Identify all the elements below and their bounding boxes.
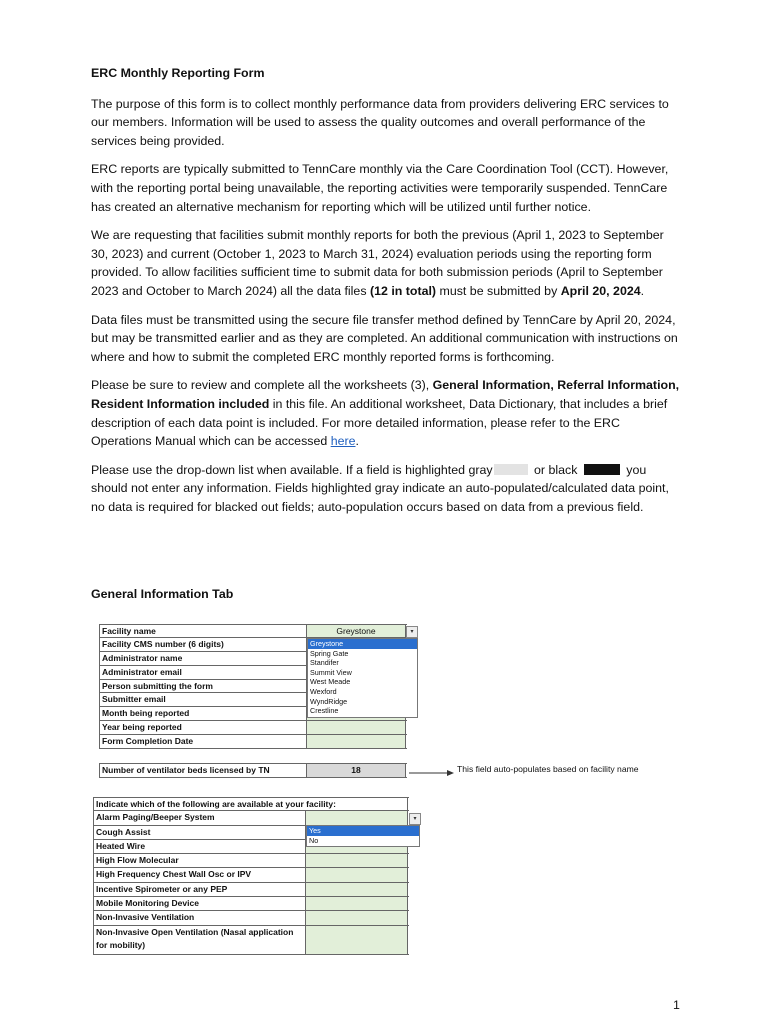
row-label: Year being reported [99, 721, 307, 734]
black-swatch [584, 464, 620, 475]
dropdown-option[interactable]: Wexford [310, 686, 337, 696]
input-cell[interactable] [307, 735, 406, 748]
worksheets-paragraph [91, 376, 683, 450]
file-count: (12 in total) [369, 283, 437, 298]
row-label: Non-Invasive Ventilation [93, 911, 306, 924]
table-row [93, 911, 409, 925]
request-paragraph [91, 226, 683, 300]
yes-no-dropdown-list [306, 825, 420, 847]
form-title: ERC Monthly Reporting Form [91, 66, 265, 80]
table-row [93, 854, 409, 868]
due-date: April 20, 2024 [560, 283, 641, 298]
dropdown-option[interactable]: Standifer [310, 658, 339, 668]
row-label: Cough Assist [93, 826, 306, 839]
dropdown-option[interactable]: WyndRidge [310, 696, 348, 706]
row-label: High Flow Molecular [93, 854, 306, 867]
dropdown-option[interactable]: Summit View [310, 667, 352, 677]
table-row [93, 883, 409, 897]
input-cell[interactable] [306, 926, 408, 954]
ventilator-beds-cell: 18 [307, 764, 406, 777]
equipment-table [93, 797, 409, 955]
dropdown-option[interactable]: No [309, 835, 319, 845]
input-cell[interactable] [306, 854, 408, 867]
table-header-row [93, 797, 409, 811]
table-row [99, 735, 407, 749]
input-cell[interactable] [306, 897, 408, 910]
row-label: Alarm Paging/Beeper System [93, 811, 306, 824]
dropdown-text-2: or black [530, 462, 581, 477]
request-text: We are requesting that facilities submit monthly reports for both the previous (April 1, 2023 to September 30, 2023) and current (October 1, 2023 to March 31, 2024) evaluation periods using the reporting form provided. To allow facilities sufficient time to submit data for both submission periods (April to September 2023 and October to March 2024) all the data files [91, 228, 664, 298]
dropdown-text: Please use the drop-down list when available. If a field is highlighted gray [91, 462, 493, 477]
page-number: 1 [673, 998, 680, 1012]
row-label: Month being reported [99, 707, 307, 720]
section-heading: General Information Tab [91, 587, 234, 601]
dropdown-option[interactable]: Yes [307, 826, 419, 836]
transmit-paragraph: Data files must be transmitted using the secure file transfer method defined by TennCare by April 20, 2024, but may be transmitted earlier and as they are completed. An additional communication with instructions on where and how to submit the completed ERC monthly reported forms is forthcoming. [91, 312, 678, 364]
facility-name-cell[interactable]: Greystone [307, 625, 406, 637]
worksheet-names: General Information, Referral Information, Resident Information included [91, 378, 680, 411]
dropdown-option[interactable]: Spring Gate [310, 648, 349, 658]
row-label: Mobile Monitoring Device [93, 897, 306, 910]
auto-populate-note: This field auto-populates based on facility name [457, 764, 639, 774]
manual-link[interactable]: here [330, 434, 356, 449]
row-label: Facility name [99, 625, 307, 637]
row-label: Administrator email [99, 666, 307, 679]
input-cell[interactable] [306, 868, 408, 881]
input-cell[interactable] [307, 721, 406, 734]
input-cell[interactable] [306, 883, 408, 896]
dropdown-arrow-icon[interactable]: ▾ [409, 813, 421, 825]
worksheets-text: Please be sure to review and complete all the worksheets (3), [91, 378, 433, 393]
table-row [93, 897, 409, 911]
input-cell[interactable] [306, 911, 408, 924]
purpose-paragraph: The purpose of this form is to collect monthly performance data from providers delivering ERC services to our members. Information will be used to assess the quality outcomes and overall performance of the services being provided. [91, 96, 669, 148]
cct-paragraph: ERC reports are typically submitted to TennCare monthly via the Care Coordination Tool (CCT). However, with the reporting portal being unavailable, the reporting activities were temporarily suspended. TennCare has created an alternative mechanism for reporting which will be utilized until further notice. [91, 162, 669, 214]
table-row [93, 868, 409, 882]
table-row [99, 763, 407, 778]
row-label: Person submitting the form [99, 680, 307, 693]
facility-dropdown-list [307, 638, 418, 718]
row-label: Incentive Spirometer or any PEP [93, 883, 306, 896]
table-header: Indicate which of the following are available at your facility: [93, 798, 408, 810]
dropdown-arrow-icon[interactable]: ▾ [406, 626, 418, 638]
row-label: Form Completion Date [99, 735, 307, 748]
table-row [99, 624, 407, 638]
row-label: Administrator name [99, 652, 307, 665]
row-label: Non-Invasive Open Ventilation (Nasal application for mobility) [93, 926, 306, 954]
row-label: High Frequency Chest Wall Osc or IPV [93, 868, 306, 881]
arrow-icon [409, 769, 454, 777]
period: . [640, 283, 645, 298]
table-row [93, 926, 409, 955]
row-label: Number of ventilator beds licensed by TN [99, 764, 307, 777]
row-label: Heated Wire [93, 840, 306, 853]
request-text-2: must be submitted by [436, 283, 561, 298]
worksheets-text-2: in this file. An additional worksheet, Data Dictionary, that includes a brief description of each data point is included. For more detailed information, please refer to the ERC Operations Manual which can be accessed [91, 396, 668, 449]
dropdown-option[interactable]: Crestline [310, 706, 339, 716]
dropdown-text-3: you should not enter any information. Fields highlighted gray indicate an auto-populated/calculated data point, no data is required for blacked out fields; auto-population occurs based on data from a previous field. [91, 462, 669, 514]
dropdown-option[interactable]: Greystone [308, 639, 417, 649]
row-label: Facility CMS number (6 digits) [99, 638, 307, 651]
dropdown-option[interactable]: West Meade [310, 677, 351, 687]
period: . [355, 434, 359, 449]
input-cell[interactable] [306, 811, 408, 824]
row-label: Submitter email [99, 693, 307, 706]
dropdown-paragraph [91, 461, 683, 517]
table-row [99, 721, 407, 735]
document-body [91, 64, 683, 526]
ventilator-table [99, 763, 407, 778]
gray-swatch [494, 464, 528, 475]
table-row [93, 811, 409, 825]
